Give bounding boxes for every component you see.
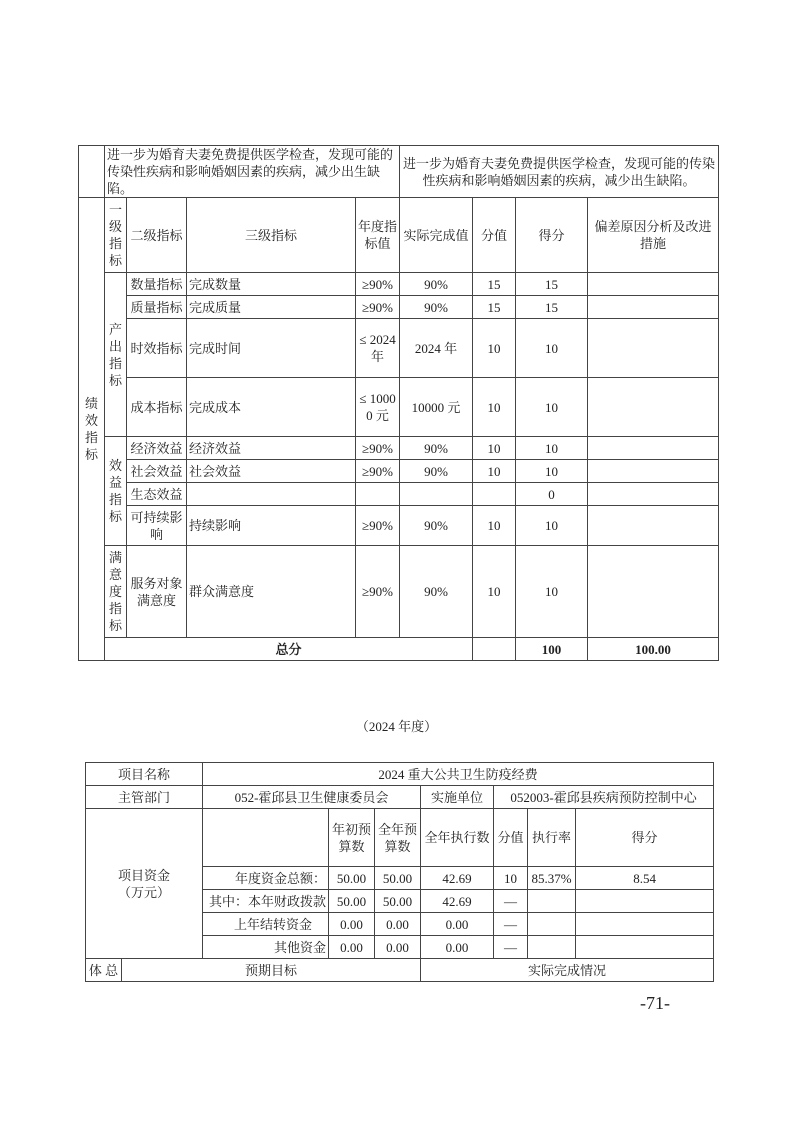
level3-cell: 完成质量 xyxy=(187,296,356,319)
level3-cell: 经济效益 xyxy=(187,437,356,460)
weight-cell: — xyxy=(494,913,528,936)
score-cell: 10 xyxy=(516,319,588,378)
header-target: 年度指标值 xyxy=(356,198,400,273)
note-cell xyxy=(588,437,719,460)
actual-cell: 90% xyxy=(400,460,473,483)
header-weight: 分值 xyxy=(494,809,528,867)
section-label: 绩效指标 xyxy=(79,198,105,661)
header-level1: 一级指标 xyxy=(105,198,127,273)
department-row xyxy=(86,786,714,809)
note-cell xyxy=(588,506,719,546)
target-cell: ≥90% xyxy=(356,460,400,483)
table-row xyxy=(79,460,719,483)
target-cell: ≥90% xyxy=(356,506,400,546)
header-row xyxy=(79,198,719,273)
weight-cell: 15 xyxy=(473,296,516,319)
project-funds-table xyxy=(85,762,714,982)
goal-actual: 进一步为婚育夫妻免费提供医学检查，发现可能的传染性疾病和影响婚姻因素的疾病，减少出生缺陷。 xyxy=(400,146,719,198)
weight-cell: 10 xyxy=(473,378,516,437)
project-name-label: 项目名称 xyxy=(86,763,203,786)
weight-cell: 10 xyxy=(473,546,516,638)
score-cell: 0 xyxy=(516,483,588,506)
level3-cell: 完成时间 xyxy=(187,319,356,378)
executed-cell: 0.00 xyxy=(421,913,494,936)
score-cell: 10 xyxy=(516,546,588,638)
goal-expected: 进一步为婚育夫妻免费提供医学检查，发现可能的传染性疾病和影响婚姻因素的疾病，减少出生缺陷。 xyxy=(105,146,400,198)
table-row xyxy=(79,378,719,437)
row-label: 其中：本年财政拨款 xyxy=(203,890,329,913)
executed-cell: 42.69 xyxy=(421,890,494,913)
target-cell: ≥90% xyxy=(356,273,400,296)
rate-cell xyxy=(528,913,576,936)
score-cell xyxy=(576,913,714,936)
table-row xyxy=(79,546,719,638)
total-row xyxy=(79,638,719,661)
note-cell xyxy=(588,319,719,378)
weight-cell: 10 xyxy=(473,437,516,460)
header-score: 得分 xyxy=(516,198,588,273)
target-cell: ≤ 2024 年 xyxy=(356,319,400,378)
actual-cell: 90% xyxy=(400,296,473,319)
initial-cell: 0.00 xyxy=(329,936,375,959)
table-row xyxy=(79,506,719,546)
score-cell: 8.54 xyxy=(576,867,714,890)
dept-label: 主管部门 xyxy=(86,786,203,809)
project-name-value: 2024 重大公共卫生防疫经费 xyxy=(203,763,714,786)
initial-cell: 50.00 xyxy=(329,890,375,913)
rate-cell xyxy=(528,936,576,959)
level2-cell: 质量指标 xyxy=(127,296,187,319)
actual-cell: 10000 元 xyxy=(400,378,473,437)
table-row xyxy=(79,483,719,506)
total-label: 总分 xyxy=(105,638,473,661)
score-cell xyxy=(576,936,714,959)
group-benefit: 效益指标 xyxy=(105,437,127,546)
note-cell xyxy=(588,546,719,638)
note-cell xyxy=(588,378,719,437)
header-executed: 全年执行数 xyxy=(421,809,494,867)
score-cell xyxy=(576,890,714,913)
target-cell xyxy=(356,483,400,506)
weight-cell: 10 xyxy=(494,867,528,890)
overall-goal-row xyxy=(86,959,714,982)
level2-cell: 数量指标 xyxy=(127,273,187,296)
row-label: 其他资金 xyxy=(203,936,329,959)
level2-cell: 服务对象满意度 xyxy=(127,546,187,638)
level3-cell: 完成数量 xyxy=(187,273,356,296)
row-label: 年度资金总额： xyxy=(203,867,329,890)
level2-cell: 生态效益 xyxy=(127,483,187,506)
performance-indicator-table xyxy=(78,145,719,661)
header-level2: 二级指标 xyxy=(127,198,187,273)
annual-cell: 50.00 xyxy=(375,890,421,913)
year-caption: （2024 年度） xyxy=(355,719,438,734)
score-cell: 10 xyxy=(516,378,588,437)
dept-value: 052-霍邱县卫生健康委员会 xyxy=(203,786,421,809)
target-cell: ≤ 10000 元 xyxy=(356,378,400,437)
actual-cell: 90% xyxy=(400,273,473,296)
level3-cell xyxy=(187,483,356,506)
level2-cell: 成本指标 xyxy=(127,378,187,437)
table-row xyxy=(79,296,719,319)
executed-cell: 42.69 xyxy=(421,867,494,890)
goal-row xyxy=(79,146,719,198)
rate-cell xyxy=(528,890,576,913)
score-cell: 10 xyxy=(516,506,588,546)
actual-cell: 90% xyxy=(400,437,473,460)
header-level3: 三级指标 xyxy=(187,198,356,273)
note-cell xyxy=(588,460,719,483)
annual-cell: 0.00 xyxy=(375,913,421,936)
header-annual: 全年预算数 xyxy=(375,809,421,867)
level2-cell: 社会效益 xyxy=(127,460,187,483)
score-cell: 10 xyxy=(516,460,588,483)
header-score: 得分 xyxy=(576,809,714,867)
weight-cell: 10 xyxy=(473,506,516,546)
actual-cell: 2024 年 xyxy=(400,319,473,378)
level2-cell: 时效指标 xyxy=(127,319,187,378)
target-cell: ≥90% xyxy=(356,296,400,319)
actual-cell: 90% xyxy=(400,506,473,546)
header-note: 偏差原因分析及改进措施 xyxy=(588,198,719,273)
header-weight: 分值 xyxy=(473,198,516,273)
table-row xyxy=(79,273,719,296)
initial-cell: 0.00 xyxy=(329,913,375,936)
empty-cell xyxy=(473,638,516,661)
weight-cell: 15 xyxy=(473,273,516,296)
table-row xyxy=(79,319,719,378)
weight-cell xyxy=(473,483,516,506)
level3-cell: 群众满意度 xyxy=(187,546,356,638)
executed-cell: 0.00 xyxy=(421,936,494,959)
level3-cell: 社会效益 xyxy=(187,460,356,483)
total-weight: 100 xyxy=(516,638,588,661)
row-label: 上年结转资金 xyxy=(203,913,329,936)
group-output: 产出指标 xyxy=(105,273,127,437)
weight-cell: — xyxy=(494,936,528,959)
actual-cell xyxy=(400,483,473,506)
funds-label: 项目资金（万元） xyxy=(86,809,203,959)
level2-cell: 可持续影响 xyxy=(127,506,187,546)
target-cell: ≥90% xyxy=(356,437,400,460)
expected-goal-label: 预期目标 xyxy=(122,959,421,982)
weight-cell: 10 xyxy=(473,460,516,483)
group-satisfaction: 满意度指标 xyxy=(105,546,127,638)
unit-value: 052003-霍邱县疾病预防控制中心 xyxy=(494,786,714,809)
header-actual: 实际完成值 xyxy=(400,198,473,273)
level3-cell: 完成成本 xyxy=(187,378,356,437)
actual-completion-label: 实际完成情况 xyxy=(421,959,714,982)
header-rate: 执行率 xyxy=(528,809,576,867)
header-initial: 年初预算数 xyxy=(329,809,375,867)
unit-label: 实施单位 xyxy=(421,786,494,809)
page-number: -71- xyxy=(640,993,670,1013)
level3-cell: 持续影响 xyxy=(187,506,356,546)
score-cell: 10 xyxy=(516,437,588,460)
empty-cell xyxy=(203,809,329,867)
weight-cell: — xyxy=(494,890,528,913)
note-cell xyxy=(588,273,719,296)
target-cell: ≥90% xyxy=(356,546,400,638)
table-row xyxy=(79,437,719,460)
initial-cell: 50.00 xyxy=(329,867,375,890)
funds-header-row xyxy=(86,809,714,867)
total-score: 100.00 xyxy=(588,638,719,661)
note-cell xyxy=(588,483,719,506)
project-name-row xyxy=(86,763,714,786)
annual-cell: 0.00 xyxy=(375,936,421,959)
score-cell: 15 xyxy=(516,296,588,319)
score-cell: 15 xyxy=(516,273,588,296)
annual-cell: 50.00 xyxy=(375,867,421,890)
empty-cell xyxy=(79,146,105,198)
level2-cell: 经济效益 xyxy=(127,437,187,460)
note-cell xyxy=(588,296,719,319)
rate-cell: 85.37% xyxy=(528,867,576,890)
overall-label: 体 总 xyxy=(86,959,122,982)
weight-cell: 10 xyxy=(473,319,516,378)
actual-cell: 90% xyxy=(400,546,473,638)
